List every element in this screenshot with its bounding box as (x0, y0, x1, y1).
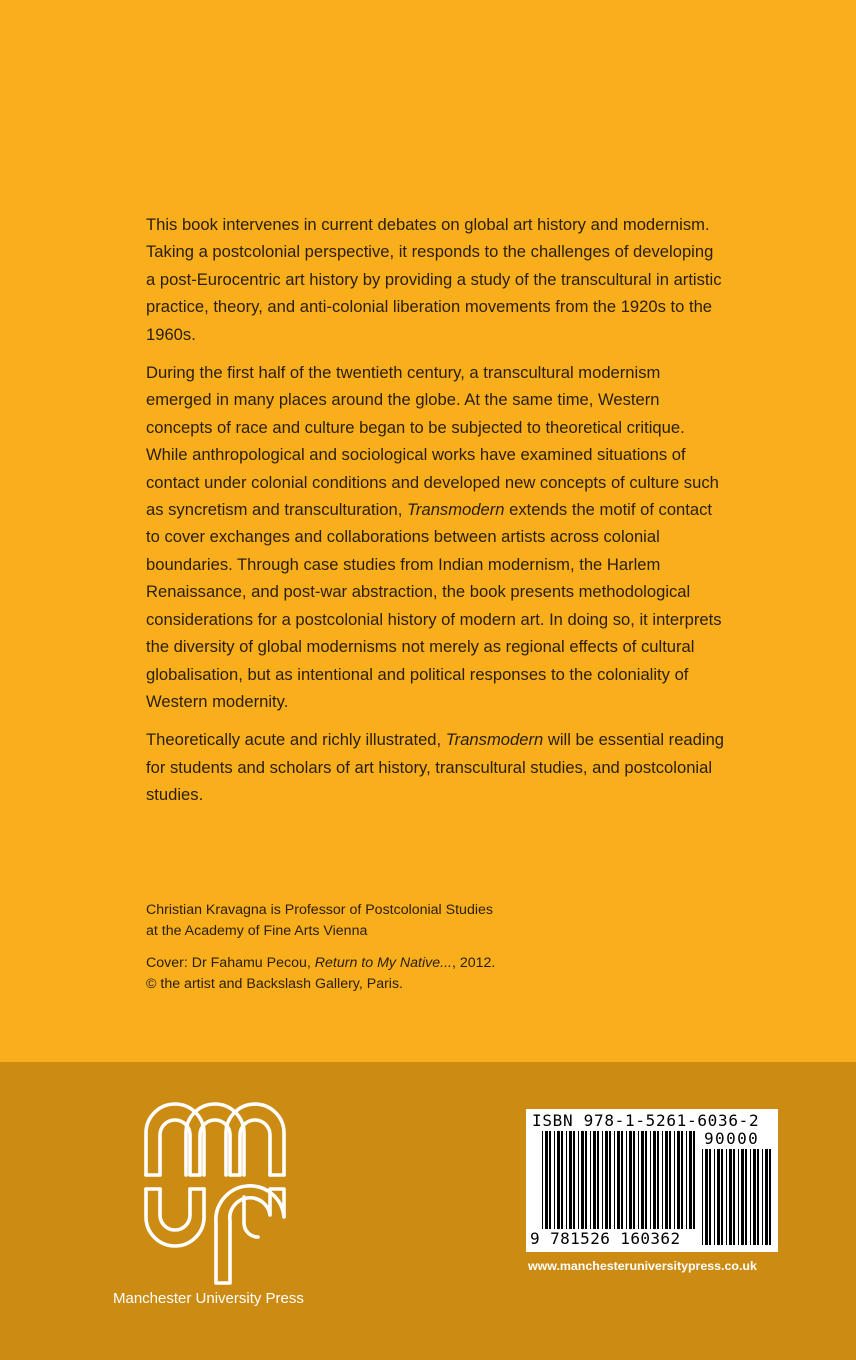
book-title-italic: Transmodern (445, 730, 544, 750)
author-bio (146, 900, 706, 942)
barcode-bar (677, 1131, 680, 1229)
barcode-bar (709, 1149, 711, 1245)
barcode-bar (733, 1149, 735, 1245)
barcode-bar (729, 1149, 732, 1245)
barcode-bar (717, 1149, 720, 1245)
barcode-bar (681, 1131, 683, 1229)
cover-credit-prefix: Cover: Dr Fahamu Pecou, (146, 955, 311, 971)
barcode-bar (757, 1149, 759, 1245)
barcode-bar (542, 1131, 543, 1229)
blurb-paragraph-2-text-a: During the first half of the twentieth century, a transcultural modernism emerged in many places around the globe. At the same time, Western concepts of race and culture began to be subjected to theoretical critique. While anthropological and sociological works have examined situations of contact under colonial conditions and developed new concepts of culture such as syncretism and transculturation, (146, 363, 719, 520)
barcode-bar (769, 1149, 771, 1245)
barcode-bar (561, 1131, 563, 1229)
book-title-italic: Transmodern (407, 500, 505, 520)
blurb-paragraph-1: This book intervenes in current debates on global art history and modernism. Taking a postcolonial perspective, it responds to the challenges of developing a post-Eurocentric art history by providing a study of the transcultural in artistic practice, theory, and anti-colonial liberation movements from the 1920s to the 1960s. (146, 215, 722, 344)
barcode-bar (633, 1131, 635, 1229)
barcode-bar (662, 1131, 663, 1229)
author-bio-line-1: Christian Kravagna is Professor of Postcolonial Studies (146, 902, 493, 918)
barcode-bar (741, 1149, 744, 1245)
barcode-bar (573, 1131, 575, 1229)
mup-monogram-icon (140, 1097, 290, 1287)
barcode-bar (626, 1131, 627, 1229)
barcode-bar (545, 1131, 548, 1229)
blurb-paragraph-2 (146, 359, 726, 715)
barcode-bar (605, 1131, 608, 1229)
barcode-bar (750, 1149, 751, 1245)
barcode-bar (593, 1131, 596, 1229)
barcode-bar (645, 1131, 647, 1229)
barcode-bar (650, 1131, 651, 1229)
barcode-bar (638, 1131, 639, 1229)
barcode-bar (669, 1131, 671, 1229)
cover-credit (146, 953, 706, 995)
ean-digits: 9 781526 160362 (530, 1229, 681, 1248)
blurb-paragraph-2-text-b: extends the motif of contact to cover exchanges and collaborations between artists across colonial boundaries. Through case studies from Indian modernism, the Harlem Renaissance, and post-war abstraction, the book presents methodological considerations for a postcolonial history of modern art. In doing so, it interprets the diversity of global modernisms not merely as regional effects of cultural globalisation, but as intentional and political responses to the coloniality of Western modernity. (146, 500, 722, 711)
barcode-bar (566, 1131, 567, 1229)
barcode-bar (705, 1149, 708, 1245)
barcode-bar (745, 1149, 747, 1245)
barcode-bar (765, 1149, 768, 1245)
barcode-bar (549, 1131, 551, 1229)
blurb-paragraph-3-text-a: Theoretically acute and richly illustrated, (146, 730, 442, 750)
credits-block (146, 900, 706, 1006)
publisher-website: www.manchesteruniversitypress.co.uk (528, 1259, 757, 1273)
barcode-bar (753, 1149, 756, 1245)
barcode-bar (614, 1131, 615, 1229)
barcode-bar (629, 1131, 632, 1229)
barcode-bar (653, 1131, 656, 1229)
barcode-bar (689, 1131, 692, 1229)
barcode-bar (621, 1131, 623, 1229)
barcode-bar (569, 1131, 572, 1229)
barcode-bar (726, 1149, 727, 1245)
barcode-bar (721, 1149, 723, 1245)
isbn-label: ISBN 978-1-5261-6036-2 (532, 1111, 760, 1130)
barcode-bar (686, 1131, 687, 1229)
barcode-bar (581, 1131, 584, 1229)
barcode-bar (554, 1131, 555, 1229)
barcode-bar (609, 1131, 611, 1229)
barcode-bar (597, 1131, 599, 1229)
barcode-bar (693, 1131, 695, 1229)
publisher-name: Manchester University Press (113, 1290, 304, 1307)
price-addon-code: 90000 (704, 1129, 760, 1148)
barcode-bar (557, 1131, 560, 1229)
barcode-bar (590, 1131, 591, 1229)
barcode-bar (641, 1131, 644, 1229)
back-cover-blurb (146, 211, 726, 820)
barcode-bar (738, 1149, 739, 1245)
barcode-bar (585, 1131, 587, 1229)
barcode-bar (674, 1131, 675, 1229)
barcode-bar (578, 1131, 579, 1229)
barcode-bar (702, 1149, 703, 1245)
cover-copyright-line: © the artist and Backslash Gallery, Paris. (146, 976, 403, 992)
barcode-bar (657, 1131, 659, 1229)
blurb-paragraph-3 (146, 726, 726, 808)
barcode-bar (762, 1149, 763, 1245)
isbn-barcode (526, 1109, 778, 1252)
cover-credit-suffix: , 2012. (451, 955, 496, 971)
barcode-bar (714, 1149, 715, 1245)
barcode-bar (602, 1131, 603, 1229)
author-bio-line-2: at the Academy of Fine Arts Vienna (146, 923, 368, 939)
blurb-paragraph-3-text-b: will be essential reading for students and scholars of art history, transcultural studies, and postcolonial studies. (146, 730, 725, 805)
cover-artwork-title: Return to My Native... (314, 955, 452, 971)
barcode-bar (617, 1131, 620, 1229)
barcode-bar (665, 1131, 668, 1229)
publisher-footer-band (0, 1062, 856, 1360)
